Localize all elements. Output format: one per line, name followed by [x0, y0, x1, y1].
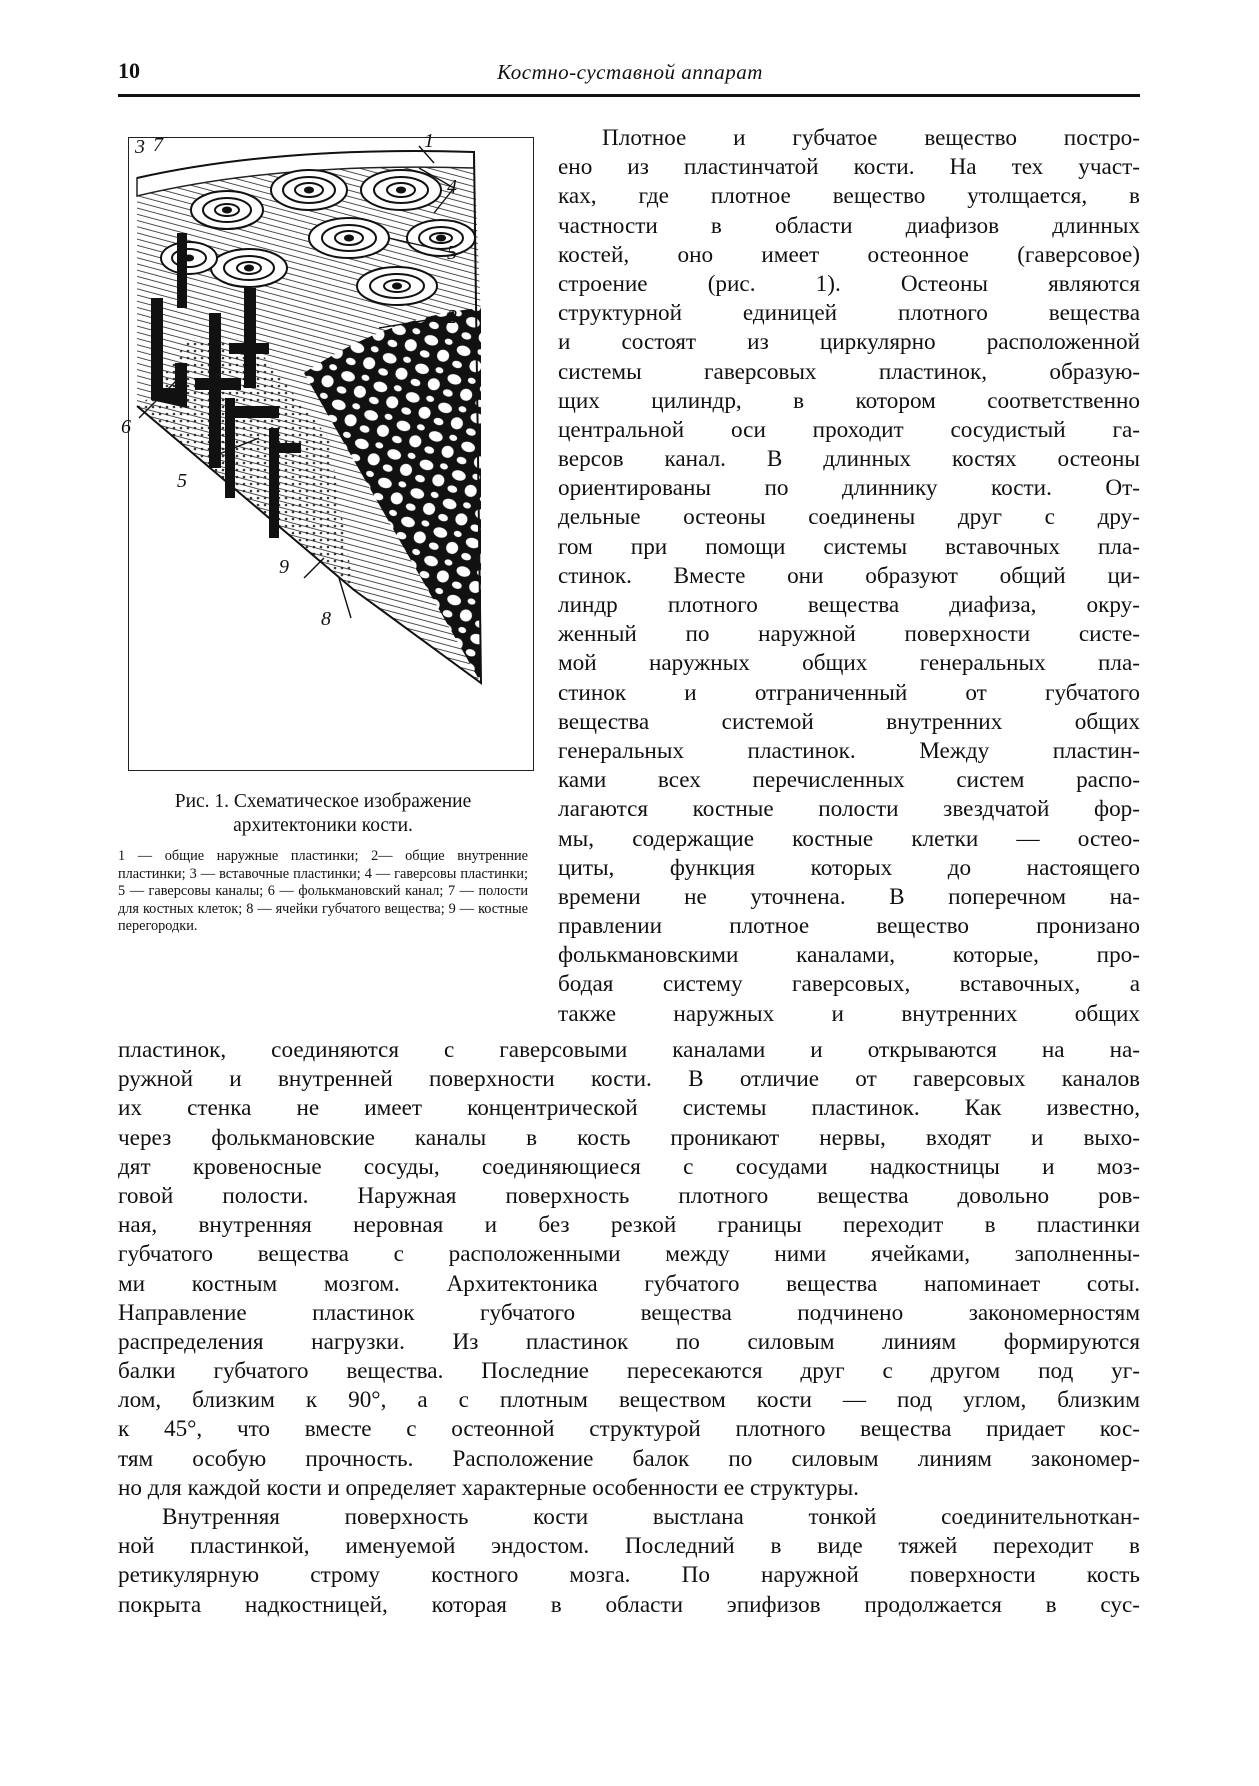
text-line: ной пластинкой, именуемой эндостом. Последний в виде тяжей переходит в: [118, 1533, 1140, 1560]
text-line: мы, содержащие костные клетки — остео-: [558, 825, 1140, 852]
text-line: покрыта надкостницей, которая в области эпифизов продолжается в сус-: [118, 1591, 1140, 1618]
full-width-text: [118, 1036, 1140, 1620]
label-4: 4: [447, 176, 457, 198]
text-line: дят кровеносные сосуды, соединяющиеся с сосудами надкостницы и моз-: [118, 1153, 1140, 1180]
text-line: бодая систему гаверсовых, вставочных, а: [558, 971, 1140, 998]
text-line: ено из пластинчатой кости. На тех участ-: [558, 154, 1140, 181]
label-3: 3: [135, 136, 145, 158]
text-line: к 45°, что вместе с остеонной структурой плотного вещества придает кос-: [118, 1416, 1140, 1443]
text-line: времени не уточнена. В поперечном на-: [558, 883, 1140, 910]
label-9: 9: [279, 556, 289, 578]
text-line: гом при помощи системы вставочных пла-: [558, 533, 1140, 560]
figure-caption: [118, 790, 528, 936]
caption-legend: 1 — общие наружные пластинки; 2— общие внутренние пластинки; 3 — вставочные пластинки; 4 — гаверсовы пластинки; 5 — гаверсовы каналы; 6 — фолькмановский канал; 7 — полости для костных клеток; 8 — ячейки губчатого вещества; 9 — костные перегородки.: [118, 848, 528, 934]
text-line: их стенка не имеет концентрической системы пластинок. Как известно,: [118, 1095, 1140, 1122]
text-line: губчатого вещества с расположенными между ними ячейками, заполненны-: [118, 1241, 1140, 1268]
text-line: центральной оси проходит сосудистый га-: [558, 416, 1140, 443]
text-line: линдр плотного вещества диафиза, окру-: [558, 592, 1140, 618]
text-line: лом, близким к 90°, а с плотным веществом кости — под углом, близким: [118, 1387, 1140, 1414]
bone-illustration: [129, 138, 533, 770]
text-line: ках, где плотное вещество утолщается, в: [558, 183, 1140, 210]
label-5-top: 5: [447, 242, 457, 264]
text-line: через фолькмановские каналы в кость проникают нервы, входят и выхо-: [118, 1124, 1140, 1151]
text-line: ками всех перечисленных систем распо-: [558, 767, 1140, 794]
text-line: версов канал. В длинных костях остеоны: [558, 446, 1140, 473]
text-line: говой полости. Наружная поверхность плотного вещества довольно ров-: [118, 1182, 1140, 1209]
page-number: 10: [118, 58, 140, 83]
text-line: лагаются костные полости звездчатой фор-: [558, 796, 1140, 823]
label-5-bottom: 5: [177, 470, 187, 492]
text-line: пластинок, соединяются с гаверсовыми каналами и открываются на на-: [118, 1037, 1140, 1063]
text-line: ная, внутренняя неровная и без резкой границы переходит в пластинки: [118, 1212, 1140, 1239]
text-line: мой наружных общих генеральных пла-: [558, 650, 1140, 677]
text-line: вещества системой внутренних общих: [558, 708, 1140, 735]
text-line: фолькмановскими каналами, которые, про-: [558, 942, 1140, 969]
text-line: правлении плотное вещество пронизано: [558, 913, 1140, 940]
text-line: стинок. Вместе они образуют общий ци-: [558, 562, 1140, 589]
text-line: но для каждой кости и определяет характерные особенности ее структуры.: [118, 1474, 859, 1501]
text-line: женный по наружной поверхности систе-: [558, 621, 1140, 648]
text-line: костей, оно имеет остеонное (гаверсовое): [558, 241, 1140, 268]
label-6: 6: [121, 416, 131, 438]
label-2: 2: [447, 306, 457, 328]
text-line: системы гаверсовых пластинок, образую-: [558, 358, 1140, 385]
label-7: 7: [153, 134, 163, 156]
label-1: 1: [424, 130, 434, 152]
text-line: ориентированы по длиннику кости. От-: [558, 475, 1140, 502]
text-line: распределения нагрузки. Из пластинок по силовым линиям формируются: [118, 1328, 1140, 1355]
text-line: балки губчатого вещества. Последние пересекаются друг с другом под уг-: [118, 1358, 1140, 1385]
text-line: также наружных и внутренних общих: [558, 1000, 1140, 1027]
text-line: Плотное и губчатое вещество постро-: [602, 125, 1140, 151]
text-line: тям особую прочность. Расположение балок по силовым линиям закономер-: [118, 1445, 1140, 1472]
text-line: Внутренняя поверхность кости выстлана тонкой соединительноткан-: [162, 1504, 1140, 1530]
text-line: дельные остеоны соединены друг с дру-: [558, 504, 1140, 531]
text-line: ми костным мозгом. Архитектоника губчатого вещества напоминает соты.: [118, 1270, 1140, 1297]
text-line: строение (рис. 1). Остеоны являются: [558, 270, 1140, 297]
text-line: циты, функция которых до настоящего: [558, 854, 1140, 881]
text-line: генеральных пластинок. Между пластин-: [558, 737, 1140, 764]
right-column-text: [558, 124, 1140, 1029]
label-8: 8: [321, 608, 331, 630]
caption-title: Рис. 1. Схематическое изображение архитектоники кости.: [174, 791, 472, 836]
bone-architecture-figure: [121, 130, 534, 771]
text-line: ружной и внутренней поверхности кости. В отличие от гаверсовых каналов: [118, 1066, 1140, 1093]
text-line: щих цилиндр, в котором соответственно: [558, 387, 1140, 414]
text-line: частности в области диафизов длинных: [558, 212, 1140, 239]
text-line: и состоят из циркулярно расположенной: [558, 329, 1140, 356]
text-line: ретикулярную строму костного мозга. По наружной поверхности кость: [118, 1562, 1140, 1589]
text-line: структурной единицей плотного вещества: [558, 300, 1140, 327]
text-line: стинок и отграниченный от губчатого: [558, 679, 1140, 706]
header-rule: [118, 94, 1140, 97]
running-title: Костно-суставной аппарат: [497, 60, 763, 84]
text-line: Направление пластинок губчатого вещества подчинено закономерностям: [118, 1299, 1140, 1326]
